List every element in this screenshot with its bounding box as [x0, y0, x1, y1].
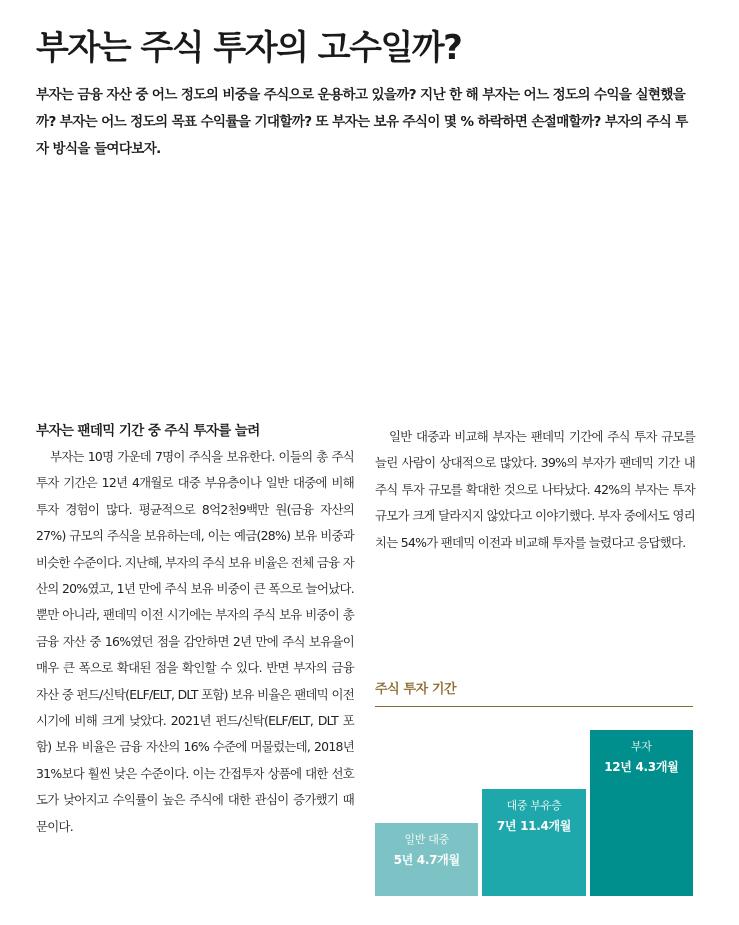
body-paragraph-right: 일반 대중과 비교해 부자는 팬데믹 기간에 주식 투자 규모를 늘린 사람이 상대적으로 많았다. 39%의 부자가 팬데믹 기간 내 주식 투자 규모를 확대한 것으로 나타났다. 42%의 부자는 투자 규모가 크게 달라지지 않았다고 이야기했다. 부자 중에서도 영리치는 54%가 팬데믹 이전과 비교해 투자를 늘렸다고 응답했다.: [375, 429, 695, 550]
chart-title: 주식 투자 기간: [375, 682, 457, 697]
bar-1: [375, 823, 478, 896]
bar-value-label: 12년 4.3개월: [604, 760, 679, 774]
bar-2: [482, 789, 585, 896]
investment-period-bar-chart: [375, 730, 693, 896]
body-paragraph-left: 부자는 10명 가운데 7명이 주식을 보유한다. 이들의 총 주식 투자 기간은 12년 4개월로 대중 부유층이나 일반 대중에 비해 투자 경험이 많다. 평균적으로 8억2천9백만 원(금융 자산의 27%) 규모의 주식을 보유하는데, 이는 예금(28%) 보유 비중과 비슷한 수준이다. 지난해, 부자의 주식 보유 비율은 전체 금융 자산의 20%였고, 1년 만에 주식 보유 비중이 큰 폭으로 늘어났다. 뿐만 아니라, 팬데믹 이전 시기에는 부자의 주식 보유 비중이 총 금융 자산 중 16%였던 점을 감안하면 2년 만에 주식 보유율이 매우 큰 폭으로 확대된 점을 확인할 수 있다. 반면 부자의 금융 자산 중 펀드/신탁(ELF/ELT, DLT 포함) 보유 비율은 팬데믹 이전 시기에 비해 크게 낮았다. 2021년 펀드/신탁(ELF/ELT, DLT 포함) 보유 비율은 금융 자산의 16% 수준에 머물렀는데, 2018년 31%보다 훨씬 낮은 수준이다. 이는 간접투자 상품에 대한 선호도가 낮아지고 수익률이 높은 주식에 대한 관심이 증가했기 때문이다.: [36, 449, 354, 834]
right-column: [375, 424, 695, 556]
chart-divider: [375, 706, 693, 707]
bar-category-label: 대중 부유층: [506, 799, 562, 812]
page-title: 부자는 주식 투자의 고수일까?: [36, 28, 462, 68]
left-column: [36, 420, 354, 840]
bar-category-label: 일반 대중: [404, 833, 449, 846]
bar-3: [590, 730, 693, 896]
bar-value-label: 7년 11.4개월: [496, 819, 572, 833]
lead-paragraph: 부자는 금융 자산 중 어느 정도의 비중을 주식으로 운용하고 있을까? 지난 한 해 부자는 어느 정도의 수익을 실현했을까? 부자는 어느 정도의 목표 수익률을 기대할까? 또 부자는 보유 주식이 몇 % 하락하면 손절매할까? 부자의 주식 투자 방식을 들여다보자.: [36, 87, 688, 157]
section-heading: 부자는 팬데믹 기간 중 주식 투자를 늘려: [36, 423, 260, 439]
bar-category-label: 부자: [630, 740, 652, 753]
bar-value-label: 5년 4.7개월: [393, 853, 460, 867]
